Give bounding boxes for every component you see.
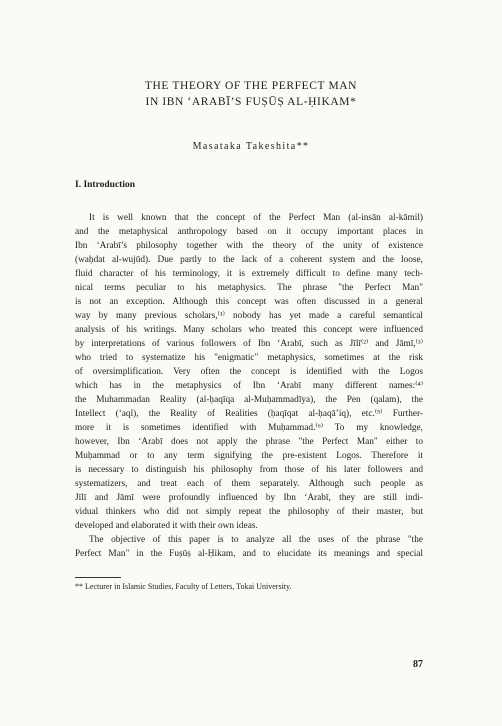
body-line: analysis of his writings. Many scholars who treated this concept were influenced	[75, 325, 423, 335]
body-line: way by many previous scholars,⁽¹⁾ nobody has yet made a careful semantical	[75, 311, 423, 321]
body-line: of oversimplification. Very often the concept is identified with the Logos	[75, 367, 423, 377]
body-line: It is well known that the concept of the Perfect Man (al-insān al-kāmil)	[89, 213, 423, 223]
title-line-1: THE THEORY OF THE PERFECT MAN	[144, 80, 358, 92]
footnote-rule	[75, 577, 121, 578]
body-line: Ibn ‘Arabī’s philosophy together with the theory of the unity of existence	[75, 241, 423, 251]
body-line: The objective of this paper is to analyze all the uses of the phrase "the	[89, 535, 423, 545]
body-line: vidual thinkers who did not simply repeat the philosophy of their master, but	[75, 507, 423, 517]
body-line: Intellect (‘aql), the Reality of Realities (ḥaqīqat al-ḥaqā’iq), etc.⁽⁵⁾ Further-	[75, 409, 423, 419]
body-line: who tried to systematize his "enigmatic" metaphysics, sometimes at the risk	[75, 353, 423, 363]
body-line: systematizers, and treat each of them separately. Although such people as	[75, 479, 423, 489]
body-text	[75, 211, 423, 561]
body-line: more it is sometimes identified with Muḥammad.⁽⁶⁾ To my knowledge,	[75, 423, 423, 433]
footnote: ** Lecturer in Islamic Studies, Faculty of Letters, Tokai University.	[75, 582, 292, 591]
body-line: fluid character of his terminology, it is extremely difficult to define many tech-	[75, 269, 423, 279]
title-line-2: IN IBN ‘ARABĪ’S FUṢŪṢ AL-ḤIKAM*	[145, 96, 357, 108]
section-heading: I. Introduction	[75, 180, 136, 190]
body-line: which has in the metaphysics of Ibn ‘Arabī many different names:⁽⁴⁾	[75, 381, 423, 391]
body-line: is necessary to distinguish his philosophy from those of his later followers and	[75, 465, 423, 475]
author-name: Masataka Takeshita**	[192, 141, 310, 152]
body-line: Muḥammad or to any term signifying the pre-existent Logos. Therefore it	[75, 451, 423, 461]
body-line: the Muhammadan Reality (al-ḥaqīqa al-Muḥammadīya), the Pen (qalam), the	[75, 395, 423, 405]
page-number: 87	[413, 659, 423, 670]
body-line: however, Ibn ‘Arabī does not apply the phrase "the Perfect Man" either to	[75, 437, 423, 447]
body-line: is not an exception. Although this concept was often discussed in a general	[75, 297, 423, 307]
body-line: Jīlī and Jāmī were profoundly influenced by Ibn ‘Arabī, they are still indi-	[75, 493, 423, 503]
body-line: and the metaphysical anthropology based on it occupy important places in	[75, 227, 423, 237]
body-line: nical terms peculiar to his metaphysics. The phrase "the Perfect Man"	[75, 283, 423, 293]
body-line: by interpretations of various followers of Ibn ‘Arabī, such as Jīlī⁽²⁾ and Jāmī,⁽³⁾	[75, 339, 423, 349]
body-line: (waḥdat al-wujūd). Due partly to the lack of a coherent system and the loose,	[75, 255, 423, 265]
body-line: developed and elaborated it with their own ideas.	[75, 521, 258, 531]
body-line: Perfect Man" in the Fuṣūṣ al-Ḥikam, and to elucidate its meanings and special	[75, 549, 423, 559]
